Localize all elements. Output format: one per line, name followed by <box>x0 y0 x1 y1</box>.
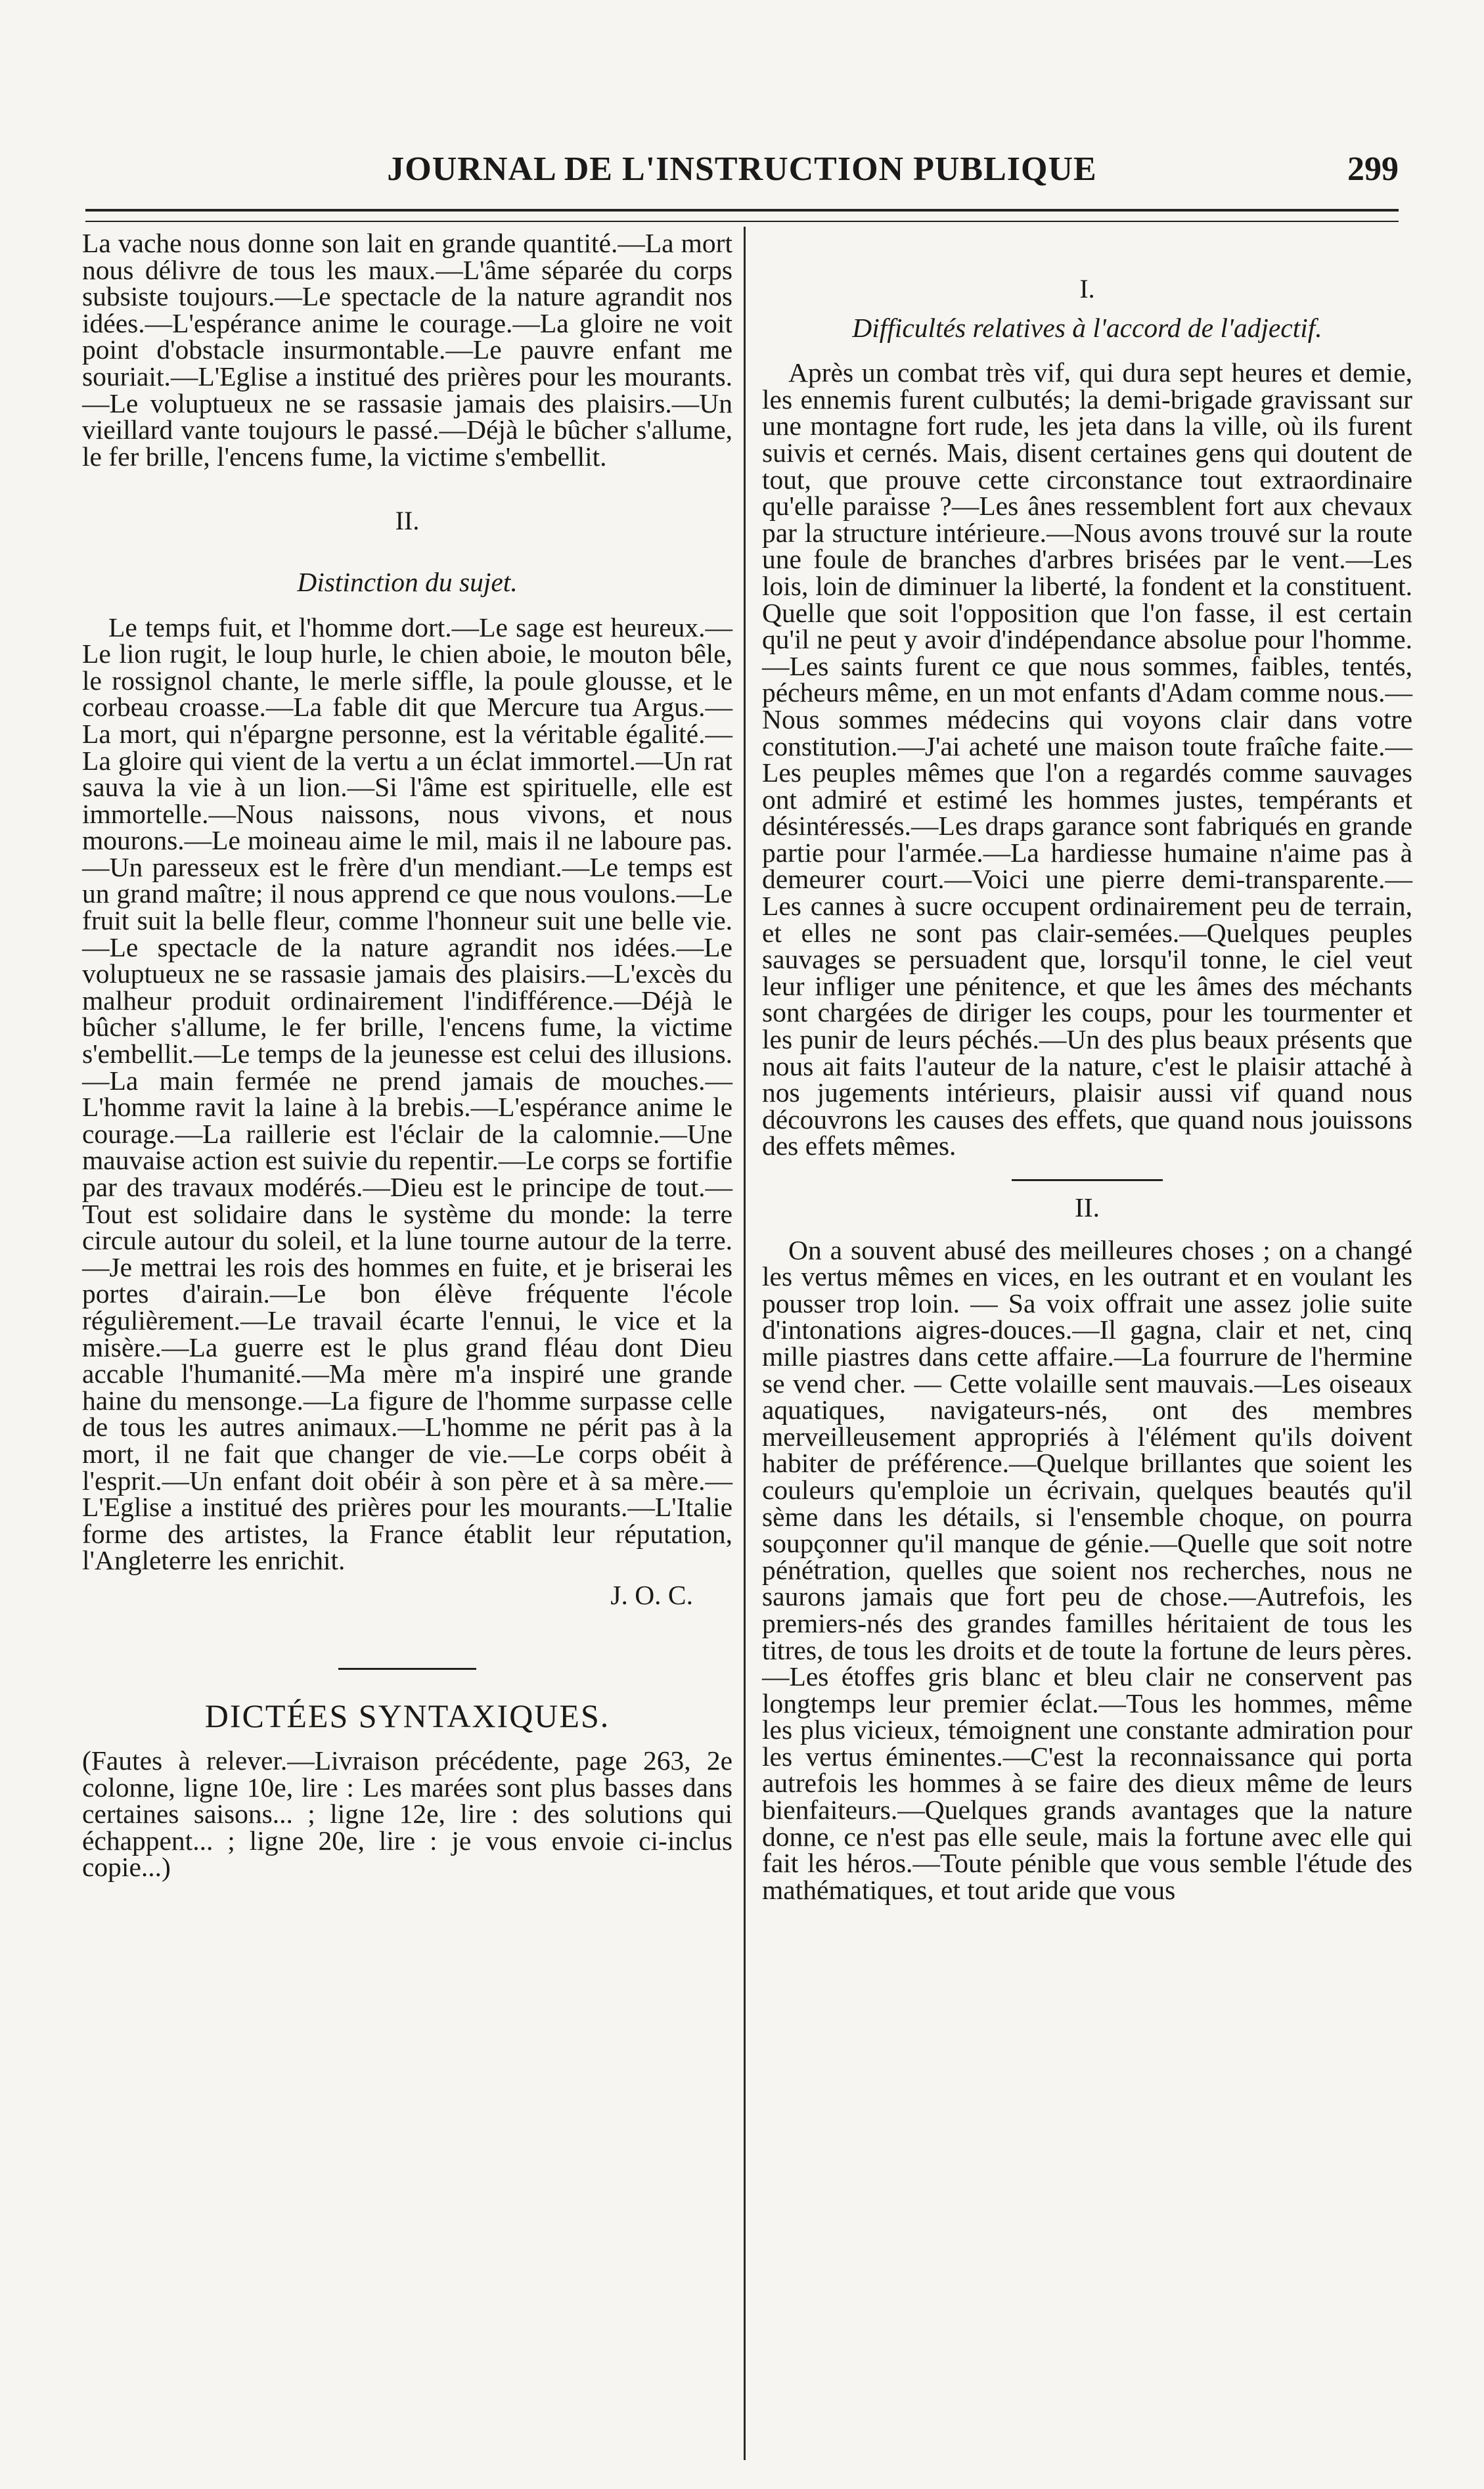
section2-numeral: II. <box>1074 1192 1100 1222</box>
section-subtitle: Distinction du sujet. <box>297 566 518 597</box>
section-separator-right <box>1012 1179 1163 1181</box>
section1-numeral: I. <box>1079 274 1095 303</box>
page-number: 299 <box>1347 150 1399 188</box>
author-signature: J. O. C. <box>610 1579 693 1610</box>
dictees-title: DICTÉES SYNTAXIQUES. <box>204 1697 610 1734</box>
section-body: Le temps fuit, et l'homme dort.—Le sage est heureux.—Le lion rugit, le loup hurle, le chien aboie, le mouton bêle, le rossignol chante, le merle siffle, la poule glousse, et le corbeau croasse.—La fable dit que Mercure tua Argus.—La mort, qui n'épargne personne, est la véritable égalité.—La gloire qui vient de la vertu a un éclat immortel.—Un rat sauva la vie à un lion.—Si l'âme est spirituelle, elle est immortelle.—Nous naissons, nous vivons, et nous mourons.—Le moineau aime le mil, mais il ne laboure pas.—Un paresseux est le frère d'un mendiant.—Le temps est un grand maître; il nous apprend ce que nous voulons.—Le fruit suit la belle fleur, comme l'honneur suit une belle vie.—Le spectacle de la nature agrandit nos idées.—Le voluptueux ne se rassasie jamais des plaisirs.—L'excès du malheur produit ordinairement l'indifférence.—Déjà le bûcher s'allume, le fer brille, l'encens fume, la victime s'embellit.—Le temps de la jeunesse est celui des illusions.—La main fermée ne prend jamais de mouches.—L'homme ravit la laine à la brebis.—L'espérance anime le courage.—La raillerie est l'éclair de la calomnie.—Une mauvaise action est suivie du repentir.—Le corps se fortifie par des travaux modérés.—Dieu est le principe de tout.—Tout est solidaire dans le système du monde: la terre circule autour du soleil, et la lune tourne autour de la terre.—Je mettrai les rois des hommes en fuite, et je briserai les portes d'airain.—Le bon élève fréquente l'école régulièrement.—Le travail écarte l'ennui, le vice et la misère.—La guerre est le plus grand fléau dont Dieu accable l'humanité.—Ma mère m'a inspiré une grande haine du mensonge.—La figure de l'homme surpasse celle de tous les autres animaux.—L'homme ne périt pas à la mort, il ne fait que changer de vie.—Le corps obéit à l'esprit.—Un enfant doit obéir à son père et à sa mère.—L'Eglise a institué des prières pour les mourants.—L'Italie forme des artistes, la France établit leur réputation, l'Angleterre les enrichit. <box>82 612 732 1576</box>
section1-body: Après un combat très vif, qui dura sept heures et demie, les ennemis furent culbutés; la demi-brigade gravissant sur une montagne fort rude, les jeta dans la ville, où ils furent suivis et cernés. Mais, disent certaines gens qui doutent de tout, que prouve cette circonstance tout extraordinaire qu'elle paraisse ?—Les ânes ressemblent fort aux chevaux par la structure intérieure.—Nous avons trouvé sur la route une foule de branches d'arbres brisées par le vent.—Les lois, loin de diminuer la liberté, la fondent et la constituent. Quelle que soit l'opposition que l'on fasse, il est certain qu'il ne peut y avoir d'indépendance absolue pour l'homme.—Les saints furent ce que nous sommes, faibles, tentés, pécheurs même, en un mot enfants d'Adam comme nous.—Nous sommes médecins qui voyons clair dans votre constitution.—J'ai acheté une maison toute fraîche faite.—Les peuples mêmes que l'on a regardés comme sauvages ont admiré et estimé les hommes justes, tempérants et désintéressés.—Les draps garance sont fabriqués en grande partie pour l'armée.—La hardiesse humaine n'aime pas à demeurer court.—Voici une pierre demi-transparente.—Les cannes à sucre occupent ordinairement peu de terrain, et elles ne sont pas clair-semées.—Quelques peuples sauvages se persuadent que, lorsqu'il tonne, le ciel veut leur infliger une pénitence, et que les âmes des méchants sont chargées de diriger les coups, pour les tourmenter et les punir de leurs péchés.—Un des plus beaux présents que nous ait faits l'auteur de la nature, c'est le plaisir attaché à nos jugements intérieurs, plaisir aussi vif quand nous découvrons les causes des effets, que quand nous jouissons des effets mêmes. <box>762 357 1412 1161</box>
page-header <box>85 150 1399 209</box>
left-column <box>82 230 732 1881</box>
section-numeral: II. <box>395 506 420 536</box>
section-separator <box>338 1668 476 1670</box>
errata-paragraph: (Fautes à relever.—Livraison précédente, page 263, 2e colonne, ligne 10e, lire : Les marées sont plus basses dans certaines saisons... ; ligne 12e, lire : des solutions qui échappent... ; ligne 20e, lire : je vous envoie ci-inclus copie...) <box>82 1745 732 1883</box>
continuation-paragraph: La vache nous donne son lait en grande quantité.—La mort nous délivre de tous les maux.—L'âme séparée du corps subsiste toujours.—Le spectacle de la nature agrandit nos idées.—L'espérance anime le courage.—La gloire ne voit point d'obstacle insurmontable.—Le pauvre enfant me souriait.—L'Eglise a institué des prières pour les mourants.—Le voluptueux ne se rassasie jamais des plaisirs.—Un vieillard vante toujours le passé.—Déjà le bûcher s'allume, le fer brille, l'encens fume, la victime s'embellit. <box>82 228 732 472</box>
section1-subtitle: Difficultés relatives à l'accord de l'adjectif. <box>852 312 1322 343</box>
section2-body: On a souvent abusé des meilleures choses ; on a changé les vertus mêmes en vices, en les outrant et en voulant les pousser trop loin. — Sa voix offrait une assez jolie suite d'intonations aigres-douces.—Il gagna, clair et net, cinq mille piastres dans cette affaire.—La fourrure de l'hermine se vend cher. — Cette volaille sent mauvais.—Les oiseaux aquatiques, navigateurs-nés, ont des membres merveilleusement appropriés à l'élément qu'ils doivent habiter de préférence.—Quelque brillantes que soient les couleurs qu'emploie un écrivain, quelques beautés qu'il sème dans les détails, si l'ensemble choque, on pourra soupçonner qu'il manque de génie.—Quelle que soit notre pénétration, quelles que soient nos recherches, nous ne saurons jamais que fort peu de chose.—Autrefois, les premiers-nés des grandes familles héritaient de tous les titres, de tous les droits et de toute la fortune de leurs pères.—Les étoffes gris blanc et bleu clair ne conservent pas longtemps leur premier éclat.—Tous les hommes, même les plus vicieux, témoignent une constante admiration pour les vertus éminentes.—C'est la reconnaissance qui porta autrefois les hommes à se faire des dieux même de leurs bienfaiteurs.—Quelques grands avantages que la nature donne, ce n'est pas elle seule, mais la fortune avec elle qui fait les héros.—Toute pénible que vous semble l'étude des mathématiques, et tout aride que vous <box>762 1234 1412 1905</box>
column-divider <box>744 227 746 2460</box>
running-title: JOURNAL DE L'INSTRUCTION PUBLIQUE <box>387 150 1097 188</box>
right-column <box>762 230 1412 1903</box>
header-rule <box>85 209 1399 222</box>
